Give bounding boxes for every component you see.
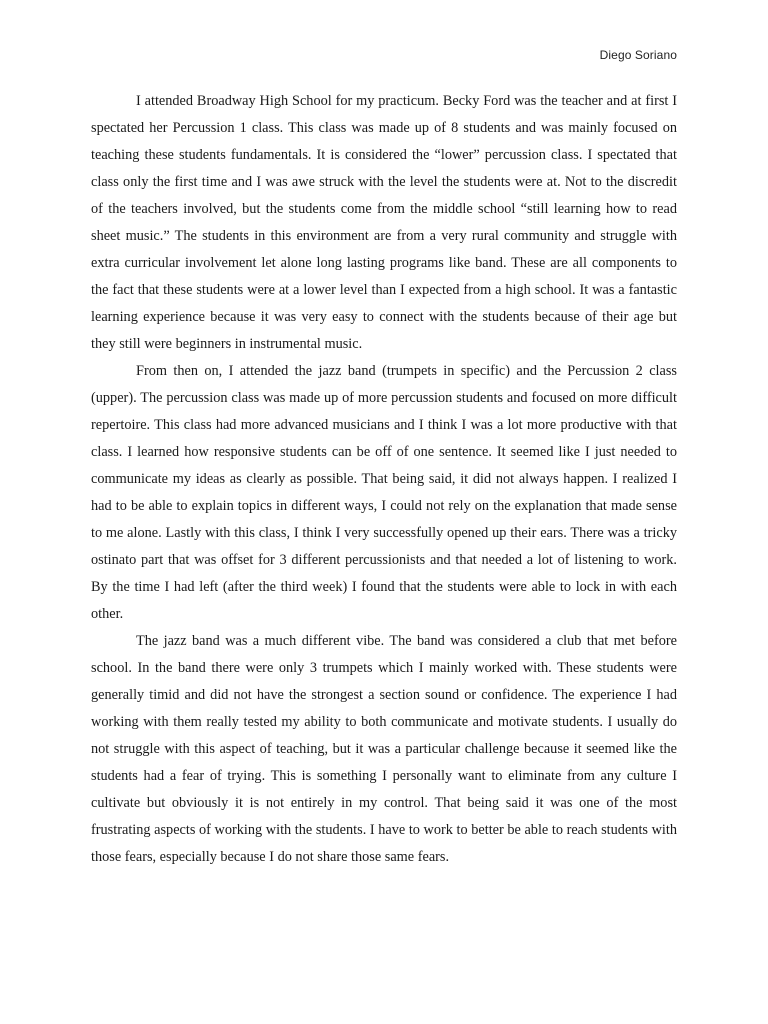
essay-body — [91, 88, 677, 871]
paragraph-1: I attended Broadway High School for my practicum. Becky Ford was the teacher and at first I spectated her Percussion 1 class. This class was made up of 8 students and was mainly focused on teaching these students fundamentals. It is considered the “lower” percussion class. I spectated that class only the first time and I was awe struck with the level the students were at. Not to the discredit of the teachers involved, but the students come from the middle school “still learning how to read sheet music.” The students in this environment are from a very rural community and struggle with extra curricular involvement let alone long lasting programs like band. These are all components to the fact that these students were at a lower level than I expected from a high school. It was a fantastic learning experience because it was very easy to connect with the students because of their age but they still were beginners in instrumental music. — [91, 93, 677, 352]
author-name: Diego Soriano — [599, 48, 677, 62]
paragraph-3: The jazz band was a much different vibe. The band was considered a club that met before school. In the band there were only 3 trumpets which I mainly worked with. These students were generally timid and did not have the strongest a section sound or confidence. The experience I had working with them really tested my ability to both communicate and motivate students. I usually do not struggle with this aspect of teaching, but it was a particular challenge because it seemed like the students had a fear of trying. This is something I personally want to eliminate from any culture I cultivate but obviously it is not entirely in my control. That being said it was one of the most frustrating aspects of working with the students. I have to work to better be able to reach students with those fears, especially because I do not share those same fears. — [91, 633, 677, 865]
paragraph-2: From then on, I attended the jazz band (trumpets in specific) and the Percussion 2 class (upper). The percussion class was made up of more percussion students and focused on more difficult repertoire. This class had more advanced musicians and I think I was a lot more productive with that class. I learned how responsive students can be off of one sentence. It seemed like I just needed to communicate my ideas as clearly as possible. That being said, it did not always happen. I realized I had to be able to explain topics in different ways, I could not rely on the explanation that made sense to me alone. Lastly with this class, I think I very successfully opened up their ears. There was a tricky ostinato part that was offset for 3 different percussionists and that needed a lot of listening to work. By the time I had left (after the third week) I found that the students were able to lock in with each other. — [91, 363, 677, 622]
